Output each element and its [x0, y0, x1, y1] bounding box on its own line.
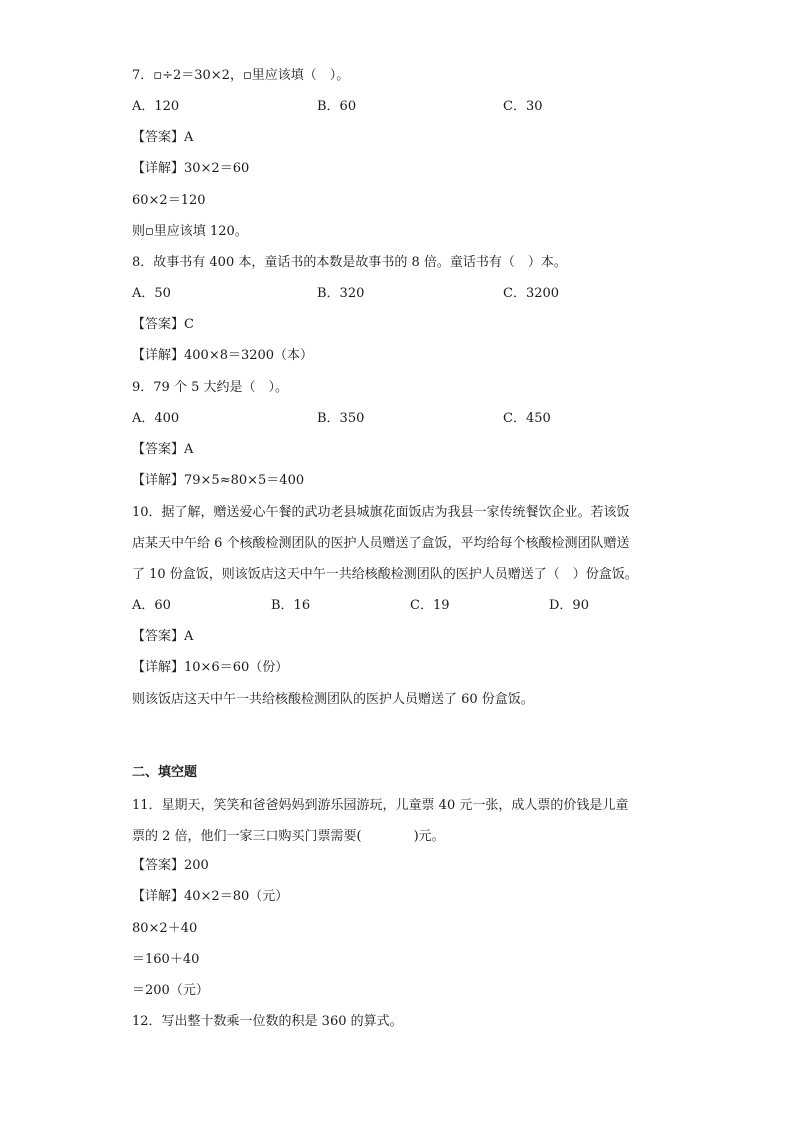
q11-answer: 【答案】200 [132, 858, 209, 873]
q7-option-b: B．60 [317, 99, 357, 114]
q7-detail-1: 【详解】30×2＝60 [132, 161, 250, 176]
q7-detail-3: 则▫里应该填 120。 [132, 224, 248, 239]
q8-option-a: A．50 [132, 286, 171, 301]
q10-option-a: A．60 [132, 598, 171, 613]
q10-option-d: D．90 [549, 598, 589, 613]
q8-option-b: B．320 [317, 286, 365, 301]
q8-stem: 8．故事书有 400 本，童话书的本数是故事书的 8 倍。童话书有（ ）本。 [132, 255, 567, 270]
q12-stem: 12．写出整十数乘一位数的积是 360 的算式。 [132, 1014, 403, 1029]
q9-stem: 9．79 个 5 大约是（ ）。 [132, 380, 288, 395]
q10-answer: 【答案】A [132, 629, 194, 644]
q10-detail-2: 则该饭店这天中午一共给核酸检测团队的医护人员赠送了 60 份盒饭。 [132, 692, 534, 707]
q7-option-a: A．120 [132, 99, 180, 114]
q7-answer: 【答案】A [132, 130, 194, 145]
q9-option-a: A．400 [132, 411, 180, 426]
q10-detail-1: 【详解】10×6＝60（份） [132, 660, 289, 675]
q10-stem-line-3: 了 10 份盒饭，则该饭店这天中午一共给核酸检测团队的医护人员赠送了（ ）份盒饭。 [132, 567, 638, 582]
q11-detail-2: 80×2＋40 [132, 921, 198, 936]
q10-option-b: B．16 [271, 598, 311, 613]
q11-detail-1: 【详解】40×2＝80（元） [132, 889, 289, 904]
q7-stem: 7．▫÷2＝30×2，▫里应该填（ ）。 [132, 68, 350, 83]
q7-option-c: C．30 [503, 99, 543, 114]
q9-option-b: B．350 [317, 411, 365, 426]
q9-detail-1: 【详解】79×5≈80×5＝400 [132, 473, 305, 488]
q9-answer: 【答案】A [132, 442, 194, 457]
q11-stem-line-1: 11．星期天，笑笑和爸爸妈妈到游乐园游玩，儿童票 40 元一张，成人票的价钱是儿童 [132, 798, 629, 813]
q7-detail-2: 60×2＝120 [132, 193, 206, 208]
q11-stem-line-2: 票的 2 倍，他们一家三口购买门票需要( )元。 [132, 829, 445, 844]
q10-stem-line-2: 店某天中午给 6 个核酸检测团队的医护人员赠送了盒饭，平均给每个核酸检测团队赠送 [132, 536, 630, 551]
q10-stem-line-1: 10．据了解，赠送爱心午餐的武功老县城旗花面饭店为我县一家传统餐饮企业。若该饭 [132, 505, 630, 520]
section-heading-fill-in: 二、填空题 [132, 765, 198, 780]
q10-option-c: C．19 [410, 598, 450, 613]
q11-detail-3: ＝160＋40 [132, 952, 200, 967]
q8-option-c: C．3200 [503, 286, 560, 301]
q11-detail-4: ＝200（元） [132, 983, 209, 998]
q8-detail-1: 【详解】400×8＝3200（本） [132, 348, 314, 363]
q9-option-c: C．450 [503, 411, 551, 426]
q8-answer: 【答案】C [132, 317, 194, 332]
